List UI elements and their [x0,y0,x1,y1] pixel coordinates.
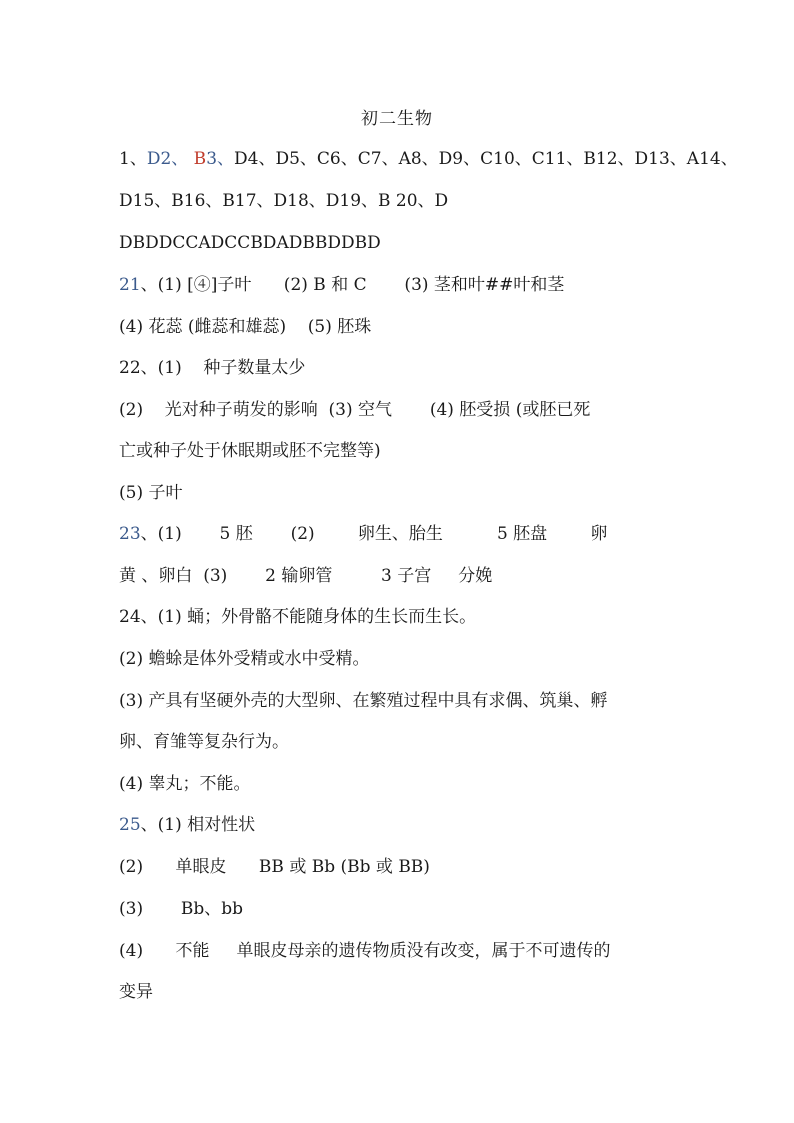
answer-line [119,480,182,506]
answer-text: 卵、育雏等复杂行为。 [119,732,289,752]
answer-line [119,938,611,964]
answer-line [119,729,289,755]
answer-text: 22、(1) 种子数量太少 [119,358,306,378]
answer-text: D13、 [634,149,687,169]
answer-line [119,854,430,880]
answer-line [119,314,371,340]
answer-text: 23 [119,524,141,544]
answer-text: C11、 [531,149,584,169]
answer-text: 3、 [206,149,235,169]
answer-text: D2、 [146,149,189,169]
answer-line [119,688,607,714]
answer-text: (2) 单眼皮 BB 或 Bb (Bb 或 BB) [119,857,430,877]
answer-text: (3) 产具有坚硬外壳的大型卵、在繁殖过程中具有求偶、筑巢、孵 [119,691,608,711]
answer-text: (2) 光对种子萌发的影响 (3) 空气 (4) 胚受损 (或胚已死 [119,400,591,420]
answer-text: C10、 [480,149,532,169]
answer-text: (5) 子叶 [119,483,183,503]
answer-line [119,397,590,423]
answer-line [119,272,564,298]
answer-text: C7、 [357,149,399,169]
answer-line [119,230,381,256]
answer-line [119,604,476,630]
answer-text: 、(1) [④]子叶 (2) B 和 C (3) 茎和叶##叶和茎 [140,275,565,295]
answer-text: (4) 花蕊 (雌蕊和雄蕊) (5) 胚珠 [119,317,372,337]
answer-text: 1、 [119,149,147,169]
answer-text: 、(1) 相对性状 [140,815,256,835]
answer-line [119,438,381,464]
answer-line [119,771,250,797]
answer-text: D5、 [275,149,317,169]
answer-line [119,812,255,838]
answer-text: C6、 [316,149,358,169]
answer-text: 24、(1) 蛹；外骨骼不能随身体的生长而生长。 [119,607,477,627]
answer-text: D4、 [234,149,276,169]
page-title: 初二生物 [361,109,433,129]
answer-line [119,146,738,172]
answer-text: (2) 蟾蜍是体外受精或水中受精。 [119,649,370,669]
answer-text: 变异 [119,982,153,1002]
answer-text: A8、 [398,149,439,169]
answer-text: 黄 、卵白 (3) 2 输卵管 3 子宫 分娩 [119,566,493,586]
answer-line [119,979,153,1005]
answer-line [119,355,305,381]
answer-line [119,896,243,922]
answer-line [119,646,369,672]
answer-text: B12、 [583,149,635,169]
answer-text: 亡或种子处于休眠期或胚不完整等) [119,441,381,461]
answer-text: (4) 不能 单眼皮母亲的遗传物质没有改变，属于不可遗传的 [119,941,611,961]
answer-text: (3) Bb、bb [119,899,244,919]
answer-text: D15、B16、B17、D18、D19、B 20、D [119,191,449,211]
answer-text: (4) 睾丸；不能。 [119,774,251,794]
answer-line [119,521,607,547]
answer-text: 、(1) 5 胚 (2) 卵生、胎生 5 胚盘 卵 [140,524,608,544]
answer-text: 25 [119,815,141,835]
answer-line [119,563,492,589]
answer-text: A14、 [686,149,738,169]
answer-text: B [188,149,207,169]
answer-text: DBDDCCADCCBDADBBDDBD [119,233,381,253]
answer-line [119,188,448,214]
answer-text: 21 [119,275,141,295]
answer-text: D9、 [438,149,481,169]
